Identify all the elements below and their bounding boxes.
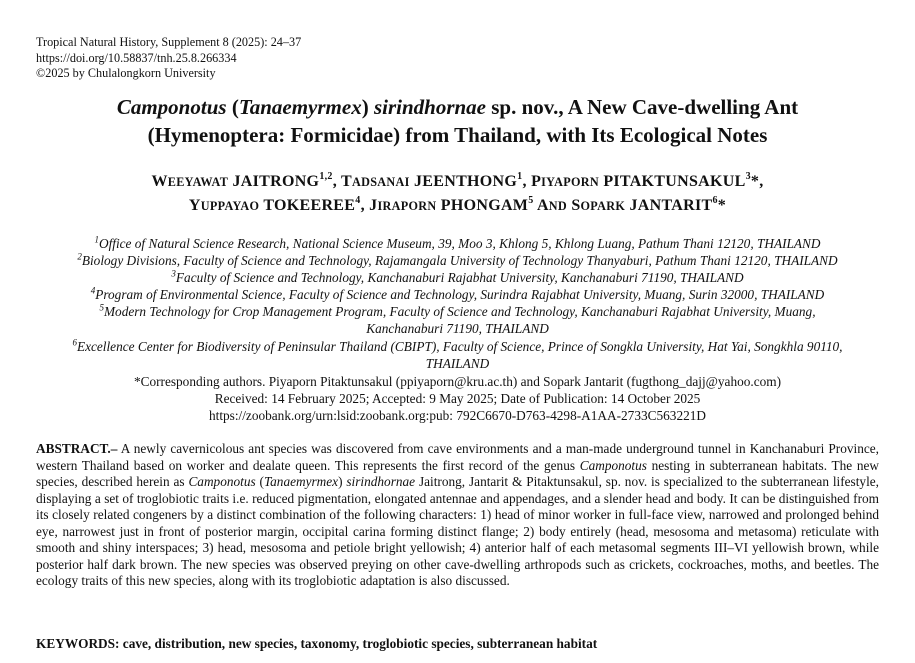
author-affil-sup: 6 [712,194,718,206]
keywords-label: KEYWORDS: [36,636,120,651]
affiliation: $^5$Modern Technology for Crop Management Program, Faculty of Science and Technology, Kanchanaburi Rajabhat University, Muang, [99,302,816,320]
affiliation: $^1$Office of Natural Science Research, National Science Museum, 39, Moo 3, Khlong 5, Khlong Luang, Pathum Thani 12120, THAILAND [94,234,821,251]
author-name: SOPARK JANTARIT [571,197,713,214]
affiliation-continued: THAILAND [425,355,490,371]
author-name: JIRAPORN PHONGAM [369,197,529,214]
title-subgenus: Tanaemyrmex [238,95,362,119]
affiliation: $^2$Biology Divisions, Faculty of Science and Technology, Rajamangala University of Technology Thanyaburi, Pathum Thani 12120, THAILAND [77,251,838,269]
publication-dates: Received: 14 February 2025; Accepted: 9 May 2025; Date of Publication: 14 October 2025 [214,391,701,407]
abstract: ABSTRACT.– A newly cavernicolous ant species was discovered from cave environments and a man-made underground tunnel in Kanchanaburi Province, western Thailand based on worker and dealate queen. This represents the first record of the genus Camponotus nesting in subterranean habitats. The new species, described herein as Camponotus (Tanaemyrmex) sirindhornae Jaitrong, Jantarit & Pitaktunsakul, sp. nov. is specialized to the subterranean lifestyle, displaying a set of troglobiotic traits i.e. reduced pigmentation, elongated antennae and appendages, and a slender head and body. It can be distinguished from its closely related congeners by a distinct combination of the following characters: 1) head of minor worker in full-face view, narrowed and prolonged behind eye, narrowest just in front of posterior margin, occipital carina forming distinct flange; 2) body entirely (head, mesosoma and metasoma) reticulate with smooth and shiny interspaces; 3) head, mesosoma and petiole bright yellowish; 4) anterior half of each metasomal segments III–VI yellowish brown, while posterior half dark brown. The new species was observed preying on other cave-dwelling arthropods such as crickets, cockroaches, moths, and beetles. The ecology traits of this new species, along with its troglobiotic adaptation is also discussed. [36,441,879,588]
keywords-text: cave, distribution, new species, taxonomy, troglobiotic species, subterranean habitat [119,636,598,651]
author-affil-sup: 3 [745,170,751,182]
author-name: TADSANAI JEENTHONG [341,173,518,190]
title-species: sirindhornae [373,95,486,119]
journal-header [36,35,301,82]
author-list [40,170,875,218]
keywords [36,635,597,652]
journal-citation: Tropical Natural History, Supplement 8 (2025): 24–37 [36,35,302,49]
journal-doi[interactable]: https://doi.org/10.58837/tnh.25.8.266334 [36,50,237,65]
title-line-1: Camponotus (Tanaemyrmex) sirindhornae sp. nov., A New Cave-dwelling Ant [116,95,799,119]
author-connector: AND [536,197,567,214]
author-name: PIYAPORN PITAKTUNSAKUL [531,173,746,190]
author-line-1: WEEYAWAT JAITRONG$^{1,2}$, TADSANAI JEENTHONG$^1$, PIYAPORN PITAKTUNSAKUL$^3$*, [151,170,764,190]
abstract-label: ABSTRACT.– [36,441,118,456]
title-line-2: (Hymenoptera: Formicidae) from Thailand, with Its Ecological Notes [147,123,768,147]
author-affil-sup: 5 [528,194,534,206]
affiliation-continued: Kanchanaburi 71190, THAILAND [366,321,549,337]
author-line-2: YUPPAYAO TOKEEREE$^4$, JIRAPORN PHONGAM$^5$ AND SOPARK JANTARIT$^6$* [188,194,727,214]
affiliation-list [30,235,885,372]
affiliation: $^4$Program of Environmental Science, Faculty of Science and Technology, Surindra Rajabhat University, Muang, Surin 32000, THAILAND [90,285,825,303]
zoobank-link[interactable]: https://zoobank.org/urn:lsid:zoobank.org:pub: 792C6670-D763-4298-A1AA-2733C563221D [208,408,706,424]
corresponding-authors: *Corresponding authors. Piyaporn Pitaktunsakul (ppiyaporn@kru.ac.th) and Sopark Jantarit (fugthong_dajj@yahoo.com) [133,374,782,389]
title-rest: sp. nov., A New Cave-dwelling Ant [486,95,799,119]
article-meta [30,373,885,424]
paper-title [40,93,875,149]
author-name: YUPPAYAO TOKEEREE [188,197,356,214]
affiliation: $^6$Excellence Center for Biodiversity of Peninsular Thailand (CBIPT), Faculty of Science, Prince of Songkla University, Hat Yai, Songkhla 90110, [72,337,843,354]
author-affil-sup: 1,2 [319,170,333,182]
title-genus: Camponotus [116,95,227,119]
author-affil-sup: 1 [517,170,523,182]
author-name: WEEYAWAT JAITRONG [151,173,320,190]
author-affil-sup: 4 [355,194,361,206]
affiliation: $^3$Faculty of Science and Technology, Kanchanaburi Rajabhat University, Kanchanaburi 71190, THAILAND [171,268,744,286]
journal-copyright: ©2025 by Chulalongkorn University [36,66,216,80]
